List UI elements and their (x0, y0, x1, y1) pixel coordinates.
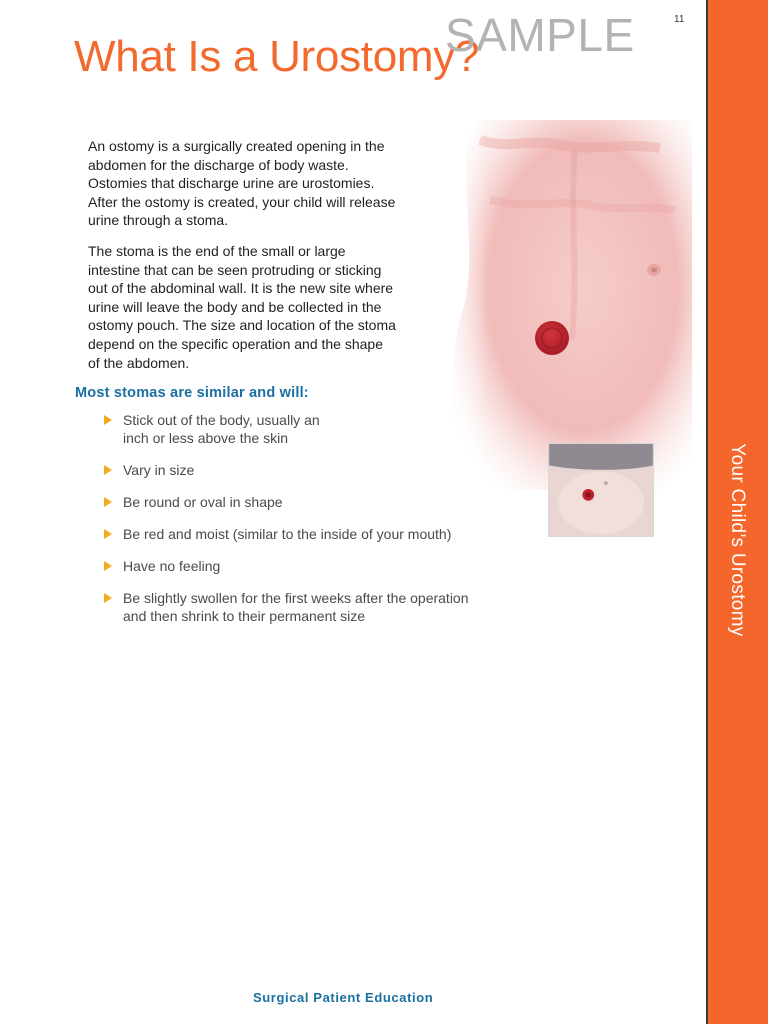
intro-paragraph: An ostomy is a surgically created opening in the abdomen for the discharge of body waste. Ostomies that discharge urine are urostomies. After the ostomy is created, your child will release urine through a stoma. (88, 138, 396, 229)
list-item (104, 557, 524, 575)
stoma-features-list (104, 411, 524, 639)
list-item (104, 525, 524, 543)
list-item (104, 589, 524, 626)
list-item-text: Be round or oval in shape (123, 494, 283, 511)
list-item-text: Be red and moist (similar to the inside of your mouth) (123, 526, 452, 543)
list-item (104, 411, 524, 448)
list-item-text: Have no feeling (123, 558, 221, 575)
footer-label: Surgical Patient Education (253, 990, 434, 1005)
page-number: 11 (674, 14, 685, 25)
page-title: What Is a Urostomy? (74, 32, 480, 81)
triangle-bullet-icon (104, 497, 112, 507)
stoma-paragraph: The stoma is the end of the small or large intestine that can be seen protruding or sticking out of the abdominal wall. It is the new site where urine will leave the body and be collected in the ostomy pouch. The size and location of the stoma depend on the specific operation and the shape of the abdomen. (88, 243, 396, 371)
side-tab-label: Your Child’s Urostomy (727, 443, 748, 637)
triangle-bullet-icon (104, 415, 112, 425)
list-item (104, 461, 524, 479)
triangle-bullet-icon (104, 561, 112, 571)
stoma-photo (548, 443, 654, 537)
triangle-bullet-icon (104, 465, 112, 475)
stoma-shape (535, 321, 569, 355)
list-item (104, 493, 524, 511)
list-item-text: Be slightly swollen for the first weeks after the operation and then shrink to their permanent size (123, 589, 469, 625)
triangle-bullet-icon (104, 529, 112, 539)
triangle-bullet-icon (104, 593, 112, 603)
sample-watermark: SAMPLE (445, 9, 635, 61)
stoma-features-heading: Most stomas are similar and will: (75, 385, 309, 401)
list-item-text: Stick out of the body, usually an inch or less above the skin (123, 412, 320, 447)
list-item-text: Vary in size (123, 462, 195, 479)
